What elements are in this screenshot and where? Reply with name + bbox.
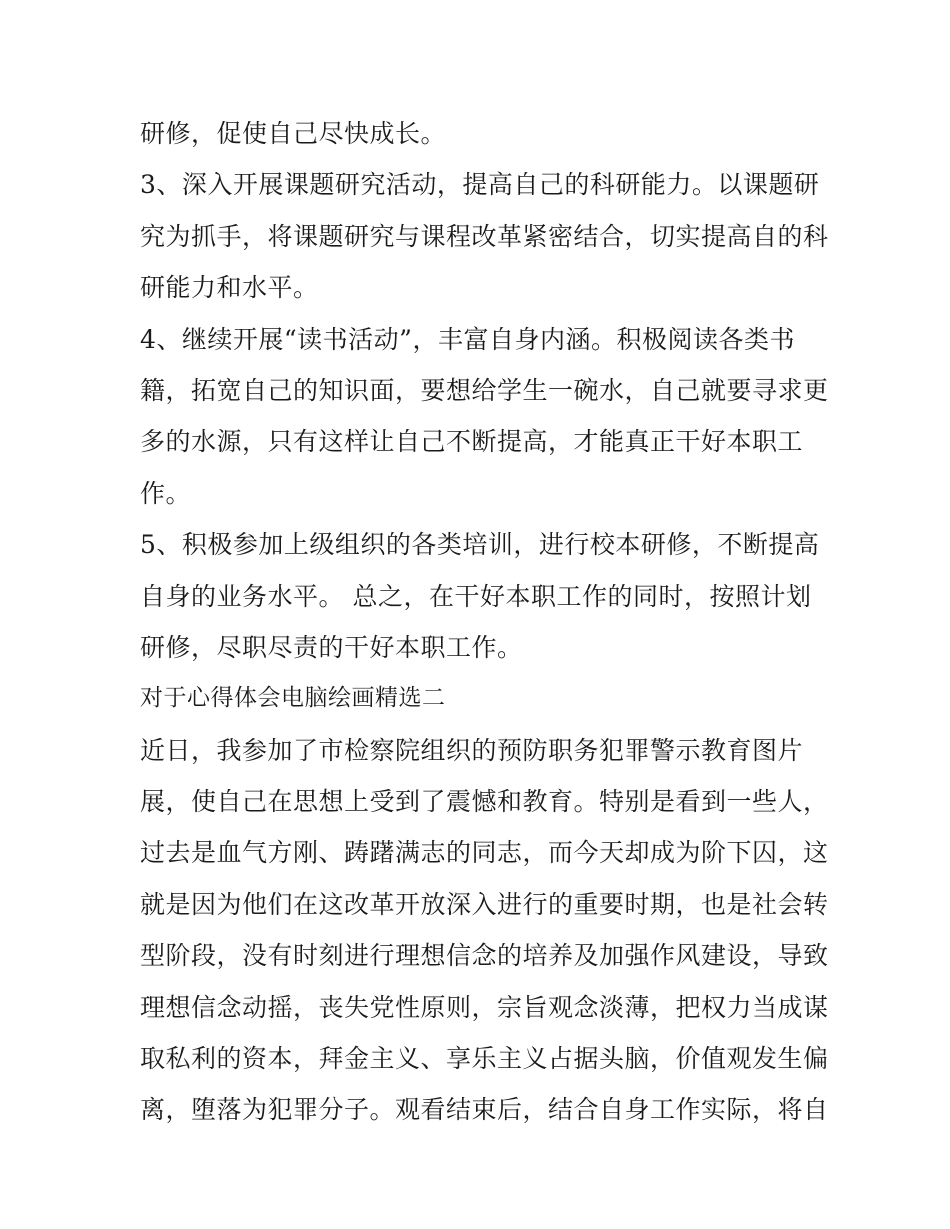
text-line: 多的水源，只有这样让自己不断提高，才能真正干好本职工 xyxy=(140,427,804,457)
text-line: 过去是血气方刚、踌躇满志的同志，而今天却成为阶下囚，这 xyxy=(140,838,829,868)
text-line: 作。 xyxy=(140,478,192,508)
text-line: 取私利的资本，拜金主义、享乐主义占据头脑，价值观发生偏 xyxy=(140,1044,829,1074)
text-line: 3、深入开展课题研究活动，提高自己的科研能力。以课题研 xyxy=(140,170,820,200)
text-line: 研修，促使自己尽快成长。 xyxy=(140,119,447,148)
text-line: 4、继续开展“读书活动”，丰富自身内涵。积极阅读各类书 xyxy=(140,324,795,354)
document-body xyxy=(140,108,830,1136)
text-line: 近日，我参加了市检察院组织的预防职务犯罪警示教育图片 xyxy=(140,735,804,765)
text-line: 就是因为他们在这改革开放深入进行的重要时期，也是社会转 xyxy=(140,889,829,919)
text-line: 研修，尽职尽责的干好本职工作。 xyxy=(140,632,523,662)
text-line: 型阶段，没有时刻进行理想信念的培养及加强作风建设，导致 xyxy=(140,941,829,971)
text-line: 籍，拓宽自己的知识面，要想给学生一碗水，自己就要寻求更 xyxy=(140,375,829,405)
text-line: 离，堕落为犯罪分子。观看结束后，结合自身工作实际，将自 xyxy=(140,1095,829,1125)
text-line: 究为抓手，将课题研究与课程改革紧密结合，切实提高自的科 xyxy=(140,221,829,251)
section-heading: 对于心得体会电脑绘画精选二 xyxy=(140,685,446,712)
text-line: 5、积极参加上级组织的各类培训，进行校本研修，不断提高 xyxy=(140,530,820,560)
text-line: 自身的业务水平。 总之，在干好本职工作的同时，按照计划 xyxy=(140,581,812,611)
text-line: 研能力和水平。 xyxy=(140,273,319,303)
text-line: 理想信念动摇，丧失党性原则，宗旨观念淡薄，把权力当成谋 xyxy=(140,992,829,1022)
text-line: 展，使自己在思想上受到了震憾和教育。特别是看到一些人， xyxy=(140,787,829,817)
